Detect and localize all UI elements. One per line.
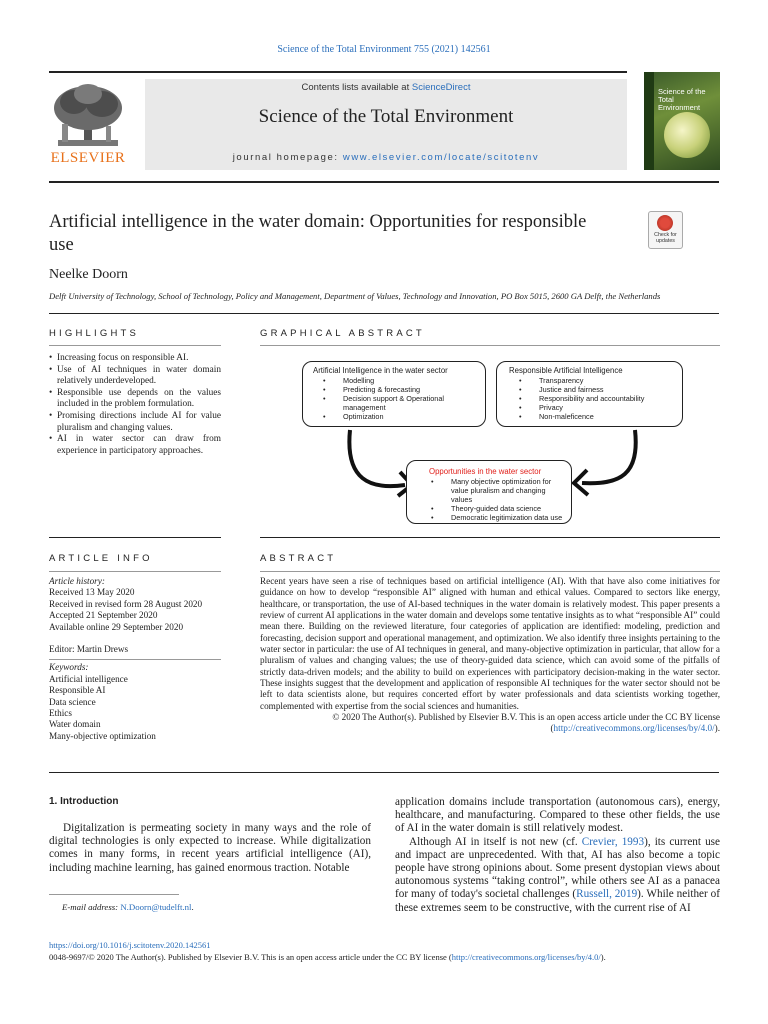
ga-box-item: • Justice and fairness [539,385,682,394]
history-item: Accepted 21 September 2020 [49,610,158,621]
copyright-license-link[interactable]: http://creativecommons.org/licenses/by/4.0/ [451,952,601,962]
text-run: Although AI in itself is not new (cf. [409,835,582,848]
article-info [49,576,229,742]
sciencedirect-link[interactable]: ScienceDirect [411,82,471,93]
history-item: Received 13 May 2020 [49,587,135,598]
intro-column-1 [49,822,371,875]
paragraph: Digitalization is permeating society in many ways and the role of digital technologies is only expected to increase. While digitalization comes in many forms, in recent years artificial intelligence (AI), including machine learning, has gained enormous traction. Notable [49,822,371,874]
ga-box-item: • Non-maleficence [539,412,682,421]
journal-title: Science of the Total Environment [258,106,514,127]
keyword: Many-objective optimization [49,730,156,741]
paragraph: application domains include transportation (autonomous cars), energy, healthcare, and manufacturing. Compared to these other fields, the use of AI in the water domain is still relatively modest. [395,796,720,835]
article-author: Neelke Doorn [49,267,128,282]
license-text: © 2020 The Author(s). Published by Elsevier B.V. This is an open access article under the CC BY license ( [332,712,720,734]
highlight-item: • Promising directions include AI for value pluralism and changing values. [49,411,221,434]
author-affiliation: Delft University of Technology, School of Technology, Policy and Management, Department of Values, Technology and Innovation, PO Box 5015, 2600 GA Delft, the Netherlands [49,291,661,301]
footnote-email [62,902,194,912]
intro-column-2 [395,796,720,915]
keyword: Responsible AI [49,685,106,696]
highlight-item: • Responsible use depends on the values included in the problem formulation. [49,388,221,411]
ga-box-item: • Theory-guided data science [451,504,567,513]
text-run: ), its current use and impact are unprecedented. With that, AI has also become a topic people have strong opinions about. Some present dystopian views about autonomous systems “taking control”, while others see AI as a panacea for many of today's societal challenges ( [395,835,720,901]
homepage-link[interactable]: www.elsevier.com/locate/scitotenv [342,152,540,163]
abstract-license [260,712,720,735]
article-title: Artificial intelligence in the water domain: Opportunities for responsible use [49,212,587,255]
graphical-abstract-figure [260,350,720,535]
text-run: ). While neither of these extremes seem to be constructive, with the current rise of AI [395,888,720,914]
history-item: Received in revised form 28 August 2020 [49,598,203,609]
citation-link[interactable]: Crevier, 1993 [581,835,645,848]
ga-box-item: • Modelling [343,376,485,385]
cover-title: Science of the Total Environment [658,87,706,112]
journal-cover-image[interactable] [644,72,720,170]
ga-box-item: • Optimization [343,412,485,421]
ga-box-responsible-ai [496,361,683,427]
elsevier-tree-logo [48,80,128,150]
copyright-end: ). [600,952,606,962]
arrow-right [582,430,636,483]
keyword: Artificial intelligence [49,673,128,684]
ga-box-opportunities [406,460,572,524]
ga-box-title: Artificial Intelligence in the water sector [313,366,448,375]
journal-homepage [145,152,627,163]
license-end: ). [714,723,720,734]
section-heading-introduction: 1. Introduction [49,796,119,807]
ga-box-item: • Responsibility and accountability [539,394,682,403]
email-label: E-mail address: [62,902,121,912]
ga-box-title-opportunities: Opportunities in the water sector [429,467,542,476]
editor: Editor: Martin Drews [49,644,129,655]
ga-box-title: Responsible Artificial Intelligence [509,366,623,375]
keyword: Water domain [49,719,101,730]
check-updates-icon [657,215,673,231]
highlight-item: • AI in water sector can draw from experience in participatory approaches. [49,434,221,457]
highlight-item: • Use of AI techniques in water domain relatively underdeveloped. [49,365,221,388]
graphical-abstract-heading: GRAPHICAL ABSTRACT [260,328,425,339]
ga-box-item: • Democratic legitimization data use [451,513,567,522]
highlights-list [49,353,221,457]
ga-box-item: • Predicting & forecasting [343,385,485,394]
contents-line [145,82,627,93]
contents-prefix: Contents lists available at [301,82,412,93]
license-link[interactable]: http://creativecommons.org/licenses/by/4.0/ [553,723,715,734]
journal-reference[interactable]: Science of the Total Environment 755 (2021) 142561 [277,44,491,55]
abstract-heading: ABSTRACT [260,553,337,564]
email-end: . [191,902,194,912]
keyword: Data science [49,696,96,707]
ga-box-item: • Transparency [539,376,682,385]
copyright-text: 0048-9697/© 2020 The Author(s). Published by Elsevier B.V. This is an open access article under the CC BY license ( [49,952,452,962]
email-link[interactable]: N.Doorn@tudelft.nl [120,902,192,912]
ga-box-ai-water [302,361,486,427]
arrow-left [349,430,405,486]
citation-link[interactable]: Russell, 2019 [576,888,638,901]
ga-box-item: • Decision support & Operational management [343,394,485,412]
abstract-body [260,576,720,735]
elsevier-wordmark: ELSEVIER [50,150,126,166]
homepage-prefix: journal homepage: [232,152,343,163]
highlight-item: • Increasing focus on responsible AI. [49,353,221,365]
paragraph [395,836,720,915]
doi-link[interactable]: https://doi.org/10.1016/j.scitotenv.2020.142561 [49,940,211,950]
cover-band [644,72,654,170]
history-item: Available online 29 September 2020 [49,621,184,632]
article-info-heading: ARTICLE INFO [49,553,153,564]
keywords-label: Keywords: [49,662,89,673]
highlights-heading: HIGHLIGHTS [49,328,140,339]
cover-globe [664,112,710,158]
check-updates-label: Check for updates [654,232,677,244]
keyword: Ethics [49,708,72,719]
check-for-updates-button[interactable] [648,211,683,249]
footer-copyright [49,952,749,962]
ga-box-item: • Many objective optimization for value pluralism and changing values [451,477,567,504]
abstract-text: Recent years have seen a rise of techniques based on artificial intelligence (AI). With that have also come initiatives for guidance on how to develop “responsible AI” aligned with human and ethical values. Compared to sectors like energy, healthcare, or transportation, the use of AI-based techniques in the water domain is relatively modest. This paper presents a review of current AI applications in the water domain and develops some tentative insights as to what “responsible AI” could mean there. Building on the reviewed literature, four categories of application are identified: modeling, prediction and forecasting, decision support and operational management, and optimization. We also identify three insights pertaining to the water sector in particular: the use of AI techniques in general, and many-objective optimization in particular, that allow for a pluralism of values and changing values; the use of theory-guided data science, which can avoid some of the pitfalls of strictly data-driven models; and the ability to build on experiences with participatory decision-making in the water sector. These insights suggest that the development and application of responsible AI techniques for the water sector should not be left to data scientists alone, but requires concerted effort by water professionals and data scientists working together, complemented with expertise from the social sciences and humanities. [260,576,721,711]
history-label: Article history: [49,576,105,586]
ga-box-item: • Privacy [539,403,682,412]
